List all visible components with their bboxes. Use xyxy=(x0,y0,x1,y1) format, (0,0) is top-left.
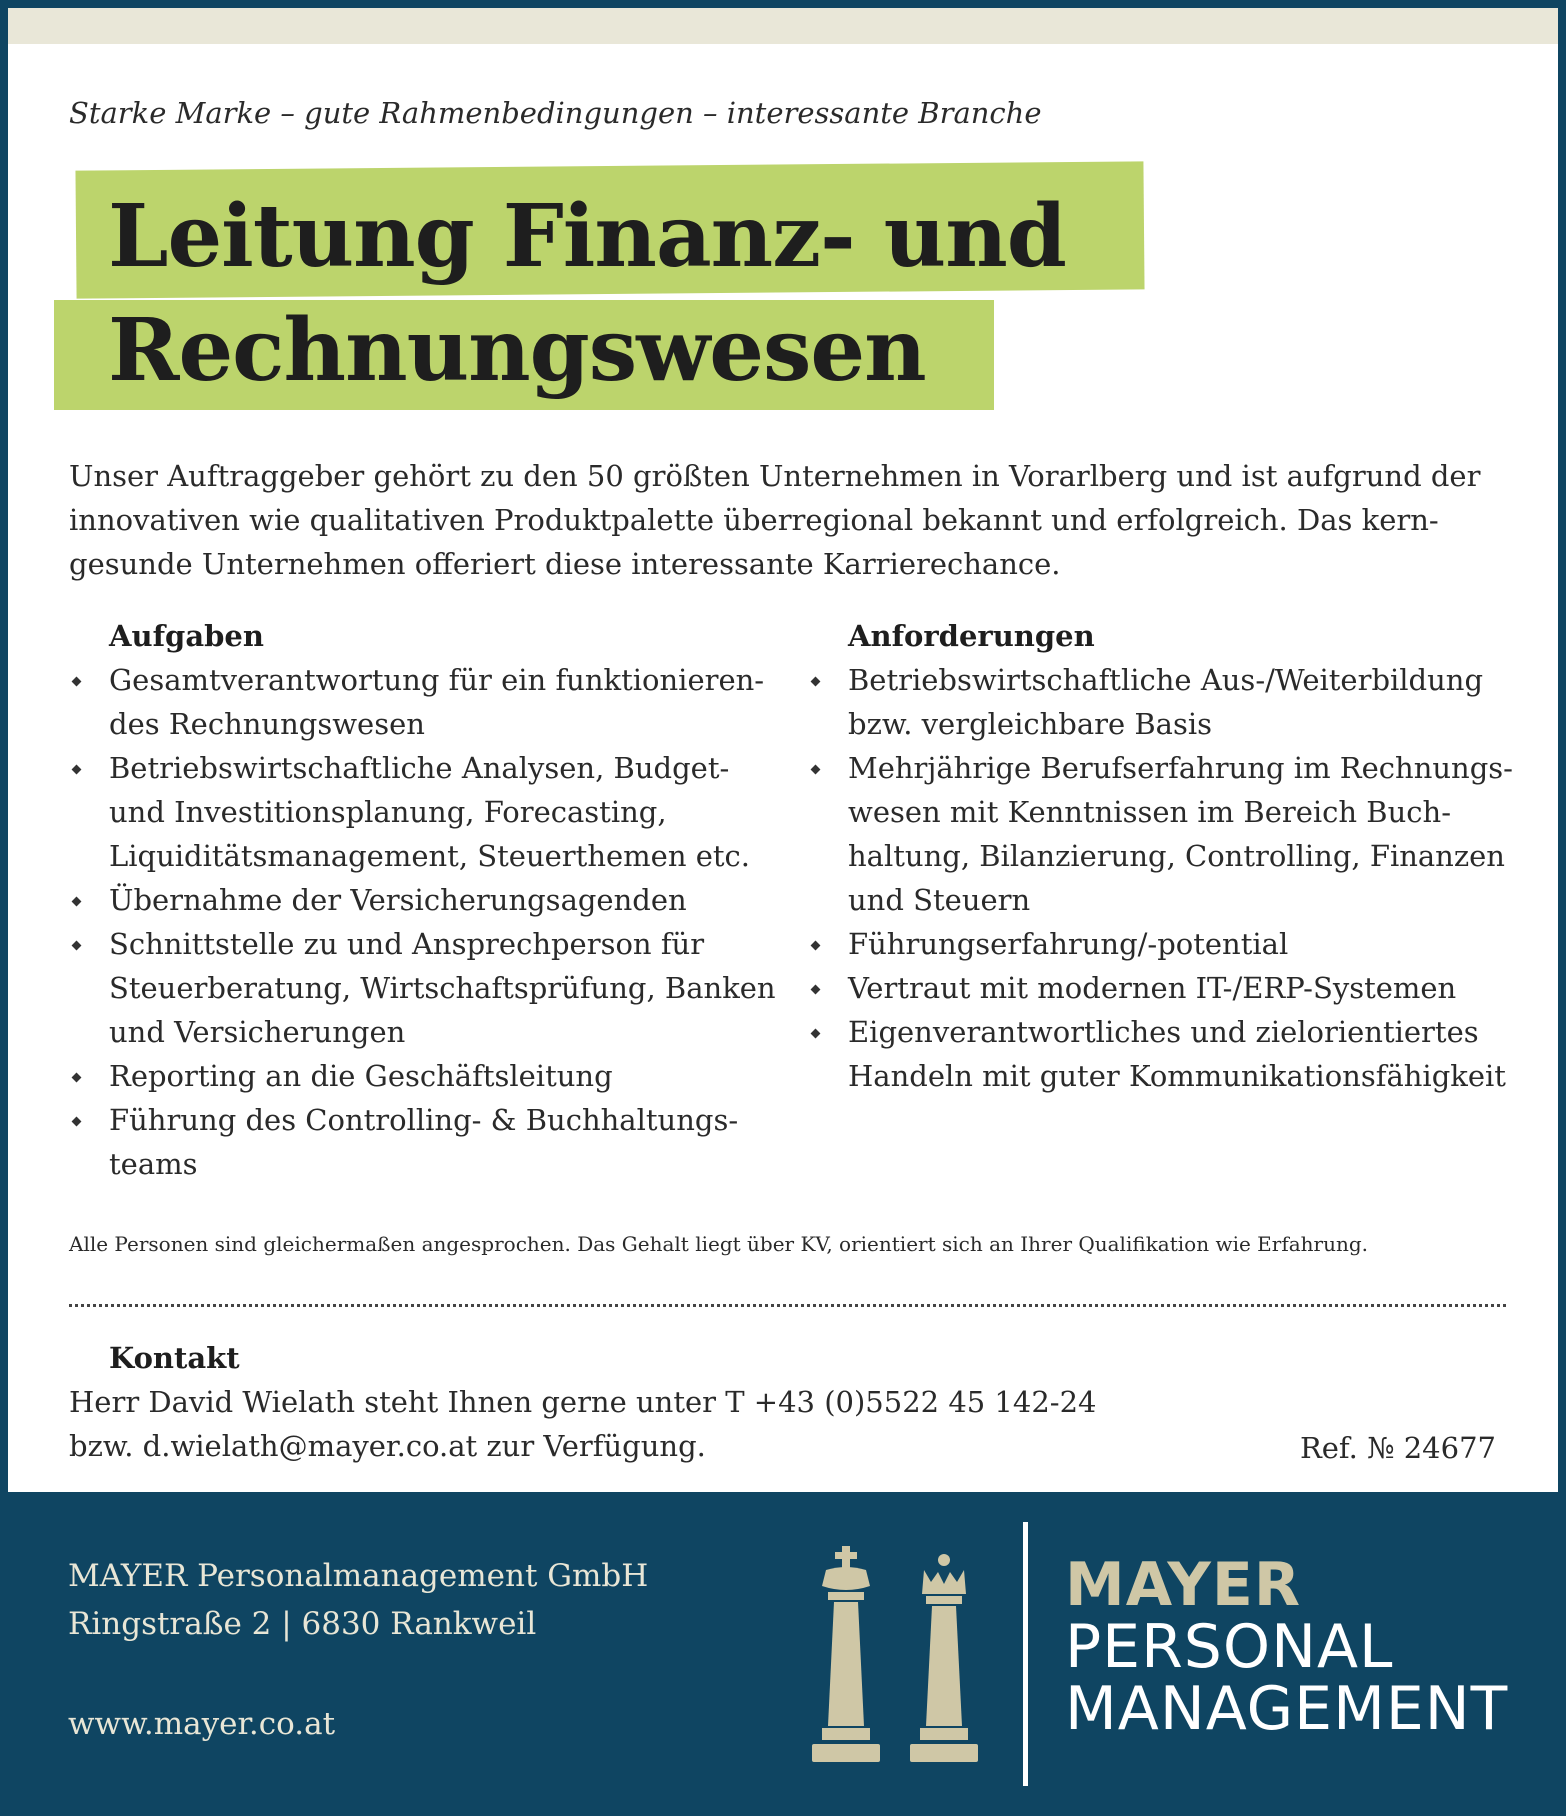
reference-number: Ref. № 24677 xyxy=(1299,1431,1496,1465)
requirement-text: Eigenverantwortliches und zielorientiertes xyxy=(848,1015,1479,1049)
task-text: Gesamtverantwortung für ein funktionieren- xyxy=(109,663,765,697)
requirement-text: bzw. vergleichbare Basis xyxy=(848,707,1213,741)
requirement-text: haltung, Bilanzierung, Controlling, Finanzen xyxy=(848,839,1505,873)
company-name: MAYER Personalmanagement GmbH xyxy=(68,1558,649,1594)
task-text: Schnittstelle zu und Ansprechperson für xyxy=(109,927,705,961)
task-item xyxy=(69,878,769,922)
job-title-line2: Rechnungswesen xyxy=(108,300,926,401)
contact-line-phone: Herr David Wielath steht Ihnen gerne unter T +43 (0)5522 45 142-24 xyxy=(69,1385,1097,1419)
requirement-item xyxy=(808,658,1528,746)
task-text: Betriebswirtschaftliche Analysen, Budget- xyxy=(109,751,730,785)
task-text: Steuerberatung, Wirtschaftsprüfung, Banken xyxy=(109,971,776,1005)
task-item xyxy=(69,1098,769,1186)
task-item xyxy=(69,1054,769,1098)
task-text: teams xyxy=(109,1147,198,1181)
task-text: Übernahme der Versicherungsagenden xyxy=(109,883,687,917)
task-text: und Investitionsplanung, Forecasting, xyxy=(109,795,667,829)
job-title-line1: Leitung Finanz- und xyxy=(108,186,1066,287)
contact-heading: Kontakt xyxy=(109,1341,240,1375)
tasks-column xyxy=(69,614,776,1186)
footer xyxy=(0,1492,1566,1816)
ad-page xyxy=(8,8,1558,1492)
requirement-text: Handeln mit guter Kommunikationsfähigkeit xyxy=(848,1059,1506,1093)
intro-line: gesunde Unternehmen offeriert diese interessante Karrierechance. xyxy=(69,547,1061,581)
requirements-list xyxy=(808,658,1528,1098)
requirements-column xyxy=(808,614,1528,1098)
intro-paragraph xyxy=(69,454,1509,586)
requirement-text: Vertraut mit modernen IT-/ERP-Systemen xyxy=(848,971,1457,1005)
company-address xyxy=(68,1552,648,1648)
job-title xyxy=(108,180,1066,408)
requirement-text: Führungserfahrung/-potential xyxy=(848,927,1289,961)
brand-name: MAYER xyxy=(1065,1550,1302,1620)
contact-line-email: bzw. d.wielath@mayer.co.at zur Verfügung. xyxy=(69,1429,706,1463)
brand-line-personal: PERSONAL xyxy=(1065,1612,1394,1682)
top-band xyxy=(8,8,1558,44)
requirement-text: Betriebswirtschaftliche Aus-/Weiterbildung xyxy=(848,663,1484,697)
task-item xyxy=(69,746,769,878)
logo-divider xyxy=(1023,1522,1028,1786)
task-item xyxy=(69,922,776,1054)
requirement-text: wesen mit Kenntnissen im Bereich Buch- xyxy=(848,795,1452,829)
chess-pieces-logo-icon xyxy=(800,1542,1000,1774)
task-text: Liquiditätsmanagement, Steuerthemen etc. xyxy=(109,839,750,873)
task-text: Reporting an die Geschäftsleitung xyxy=(109,1059,613,1093)
task-text: Führung des Controlling- & Buchhaltungs- xyxy=(109,1103,739,1137)
website-link[interactable]: www.mayer.co.at xyxy=(68,1706,336,1742)
dotted-divider xyxy=(69,1304,1506,1307)
requirement-text: Mehrjährige Berufserfahrung im Rechnungs- xyxy=(848,751,1513,785)
requirement-item xyxy=(808,746,1528,922)
task-text: und Versicherungen xyxy=(109,1015,406,1049)
task-text: des Rechnungswesen xyxy=(109,707,425,741)
salary-note: Alle Personen sind gleichermaßen angesprochen. Das Gehalt liegt über KV, orientiert sich an Ihrer Qualifikation wie Erfahrung. xyxy=(69,1232,1369,1256)
tasks-heading: Aufgaben xyxy=(109,619,264,653)
requirement-item xyxy=(808,922,1528,966)
tagline: Starke Marke – gute Rahmenbedingungen – interessante Branche xyxy=(69,96,1042,130)
requirement-text: und Steuern xyxy=(848,883,1031,917)
street-address: Ringstraße 2 | 6830 Rankweil xyxy=(68,1606,537,1642)
task-item xyxy=(69,658,769,746)
brand-logo xyxy=(1065,1550,1509,1744)
contact-text xyxy=(69,1380,1097,1468)
requirement-item xyxy=(808,1010,1528,1098)
intro-line: Unser Auftraggeber gehört zu den 50 größten Unternehmen in Vorarlberg und ist aufgrund der xyxy=(69,459,1481,493)
requirements-heading: Anforderungen xyxy=(848,619,1095,653)
requirement-item xyxy=(808,966,1528,1010)
tasks-list xyxy=(69,658,776,1186)
intro-line: innovativen wie qualitativen Produktpalette überregional bekannt und erfolgreich. Das kern- xyxy=(69,503,1439,537)
brand-line-management: MANAGEMENT xyxy=(1065,1674,1509,1744)
